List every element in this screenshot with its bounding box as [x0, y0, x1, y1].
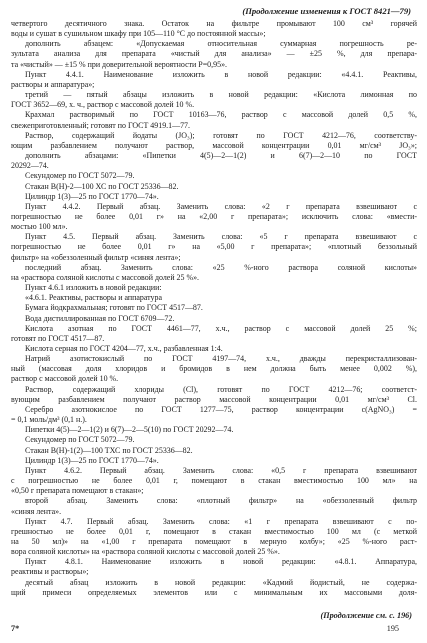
text-line: вора соляной кислоты» на «раствора соляной кислоты с массовой долей 25 %».: [11, 547, 280, 557]
text-line: зультата анализа для препарата «чистый для анализа» — ±25 %, для препара-: [11, 49, 417, 59]
text-line: Стакан В(Н)-1(2)—100 ТХС по ГОСТ 25336—82.: [25, 445, 193, 455]
text-line: растворы и аппаратура»;: [11, 79, 95, 89]
text-line: раствор с массовой долей 10 %.: [11, 374, 119, 384]
text-line: ный (массовая доля хлоридов и бромидов в нем должна быть менее 0,002 %),: [11, 364, 417, 374]
text-line: Серебро азотнокислое по ГОСТ 1277—75, раствор концентрации c(AgNO₃) =: [25, 404, 417, 414]
text-line: готовят по ГОСТ 4517—87.: [11, 333, 105, 343]
continuation-footer: (Продолжение см. с. 196): [320, 611, 412, 620]
text-line: вующим разбавлением получают раствор массовой концентрации 0,01 мг/см³ Cl.: [11, 394, 417, 404]
signature-mark: 7*: [11, 624, 20, 633]
text-line: последний абзац. Заменить слова: «25 %-ного раствора соляной кислоты»: [25, 262, 417, 272]
text-line: «синяя лента».: [11, 506, 62, 516]
text-line: Раствор, содержащий хлориды (Cl), готовят по ГОСТ 4212—76; соответст-: [25, 384, 417, 394]
text-line: Цилиндр 1(3)—25 по ГОСТ 1770—74».: [25, 191, 159, 201]
text-line: «4.6.1. Реактивы, растворы и аппаратура: [25, 293, 162, 303]
text-line: Пункт 4.8.1. Наименование изложить в новой редакции: «4.8.1. Аппаратура,: [25, 557, 417, 567]
text-line: Пункт 4.4.1. Наименование изложить в новой редакции: «4.4.1. Реактивы,: [25, 69, 417, 79]
text-line: Пункт 4.6.2. Первый абзац. Заменить слова: «0,5 г препарата взвешивают: [25, 465, 417, 475]
text-line: 20292—74.: [11, 161, 49, 171]
text-line: второй абзац. Заменить слова: «плотный фильтр» на «обеззоленный фильтр: [25, 496, 417, 506]
body-text: [11, 19, 417, 598]
text-line: щий примеси определяемых элементов или с минимальным их массовыми доля-: [11, 587, 417, 597]
text-line: та «чистый» — ±15 % при доверительной вероятности P=0,95».: [11, 59, 228, 69]
text-line: дополнить абзацами: «Пипетки 4(5)—2—1(2) и 6(7)—2—10 по ГОСТ: [25, 151, 417, 161]
text-line: грешностью не более 0,01 г, помещают в стакан вместимостью 100 мл (с меткой: [11, 526, 417, 536]
text-line: фильтр» на «обеззоленный фильтр «синяя лента»;: [11, 252, 181, 262]
text-line: десятый абзац изложить в новой редакции: «Кадмий йодистый, не содержа-: [25, 577, 417, 587]
text-line: третий — пятый абзацы изложить в новой редакции: «Кислота лимонная по: [25, 90, 417, 100]
text-line: ГОСТ 3652—69, х. ч., раствор с массовой долей 10 %.: [11, 100, 195, 110]
continuation-header: (Продолжение изменения к ГОСТ 8421—79): [242, 6, 411, 16]
text-line: Натрий азотистокислый по ГОСТ 4197—74, х.ч., дважды перекристаллизован-: [25, 354, 417, 364]
text-line: воды и сушат в сушильном шкафу при 105—110 °С до постоянной массы»;: [11, 29, 266, 39]
text-line: Кислота серная по ГОСТ 4204—77, х.ч., разбавленная 1:4.: [25, 344, 223, 353]
text-line: Пипетки 4(5)—2—1(2) и 6(7)—2—5(10) по ГОСТ 20292—74.: [25, 425, 234, 435]
text-line: Пункт 4.6.1 изложить в новой редакции:: [25, 283, 162, 293]
text-line: = 0,1 моль/дм³ (0,1 н.).: [11, 415, 87, 425]
text-line: четвертого десятичного знака. Остаток на фильтре промывают 100 см³ горячей: [11, 19, 417, 28]
text-line: Пункт 4.7. Первый абзац. Заменить слова: «1 г препарата взвешивают с по-: [25, 516, 417, 526]
text-line: ющим разбавлением получают раствор, массовой концентрации 0,01 мг/см³ JO₃»;: [11, 140, 417, 150]
text-line: Стакан В(Н)-2—100 ХС по ГОСТ 25336—82.: [25, 181, 179, 191]
text-line: на 50 мл)» на «1,00 г препарата помещают в мерную колбу»; «25 %-ного раст-: [11, 536, 417, 546]
text-line: на «раствора соляной кислоты с массовой долей 25 %».: [11, 272, 200, 282]
text-line: свежеприготовленный; готовят по ГОСТ 4919.1—77.: [11, 120, 190, 130]
text-line: мостью 100 мл».: [11, 222, 68, 232]
text-line: Бумага йодкрахмальная; готовят по ГОСТ 4517—87.: [25, 303, 203, 313]
text-line: погрешностью не более 0,01 г» на «2,00 г препарата»; исключить слова: «вмести-: [11, 211, 417, 221]
text-line: Раствор, содержащий йодаты (JO₃); готовят по ГОСТ 4212—76, соответству-: [25, 130, 417, 140]
text-line: Вода дистиллированная по ГОСТ 6709—72.: [25, 313, 175, 323]
text-line: с погрешностью не более 0,01 г, помещают в стакан вместимостью 100 мл» на: [11, 476, 417, 486]
page-number: 195: [386, 624, 399, 633]
text-line: погрешностью не более 0,01 г» на «5,00 г препарата»; «плотный беззольный: [11, 242, 417, 252]
text-line: Крахмал растворимый по ГОСТ 10163—76, раствор с массовой долей 0,5 %,: [25, 110, 417, 120]
text-line: Секундомер по ГОСТ 5072—79.: [25, 435, 135, 445]
text-line: дополнить абзацем: «Допускаемая относительная суммарная погрешность ре-: [25, 39, 417, 49]
text-line: Цилиндр 1(3)—25 по ГОСТ 1770—74».: [25, 455, 159, 465]
text-line: реактивы и растворы»;: [11, 567, 89, 577]
text-line: Пункт 4.5. Первый абзац. Заменить слова: «5 г препарата взвешивают с: [25, 232, 417, 242]
text-line: Секундомер по ГОСТ 5072—79.: [25, 171, 135, 181]
text-line: Пункт 4.4.2. Первый абзац. Заменить слова: «2 г препарата взвешивают с: [25, 201, 417, 211]
text-line: «0,50 г препарата помещают в стакан»;: [11, 486, 144, 496]
text-line: Кислота азотная по ГОСТ 4461—77, х.ч., раствор с массовой долей 25 %;: [25, 323, 417, 333]
